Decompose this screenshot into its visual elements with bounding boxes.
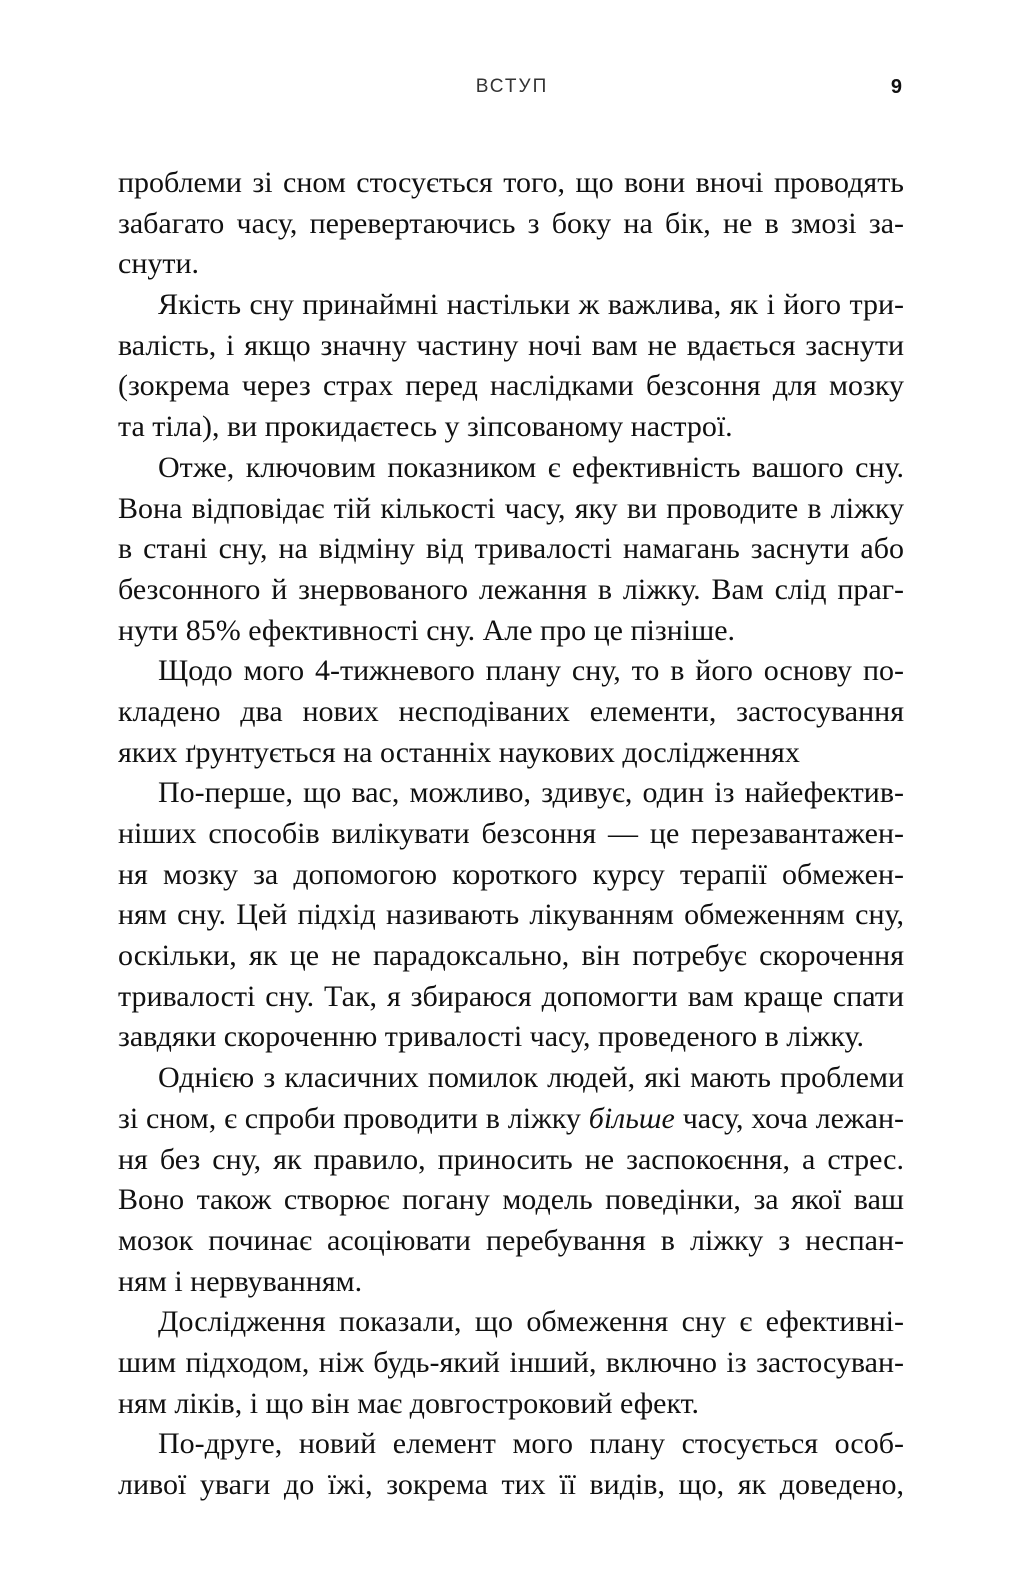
body-text	[118, 163, 904, 1506]
text-line: По-перше, що вас, можливо, здивує, один із найефектив-	[158, 776, 904, 810]
text-line: Вона відповідає тій кількості часу, яку ви проводите в ліжку	[118, 491, 904, 525]
text-line: ням сну. Цей підхід називають лікуванням обмеженням сну,	[118, 898, 904, 932]
text-line: кладено два нових несподіваних елементи, застосування	[118, 694, 904, 728]
text-line: По-друге, новий елемент мого плану стосується особ-	[158, 1427, 904, 1461]
text-line: мозок починає асоціювати перебування в ліжку з неспан-	[118, 1223, 904, 1257]
text-line: ніших способів вилікувати безсоння — це перезавантажен-	[118, 817, 904, 850]
paragraph	[118, 1058, 904, 1302]
text-line: проблеми зі сном стосується того, що вони вночі проводять	[118, 166, 904, 199]
text-line: забагато часу, перевертаючись з боку на бік, не в змозі за-	[118, 206, 904, 240]
paragraph	[118, 163, 904, 285]
text-segment: часу, хоча лежан-	[674, 1101, 905, 1135]
text-line	[118, 1099, 904, 1140]
text-line: завдяки скороченню тривалості часу, проведеного в ліжку.	[118, 1020, 864, 1054]
text-line: в стані сну, на відміну від тривалості намагань заснути або	[118, 532, 904, 566]
text-line: Щодо мого 4-тижневого плану сну, то в його основу по-	[158, 654, 904, 688]
text-line: та тіла), ви прокидаєтесь у зіпсованому настрої.	[118, 410, 733, 444]
text-line: Якість сну принаймні настільки ж важлива, як і його три-	[158, 288, 904, 322]
text-line: ливої уваги до їжі, зокрема тих її видів, що, як доведено,	[118, 1468, 904, 1501]
text-line: ня без сну, як правило, приносить не заспокоєння, а стрес.	[118, 1142, 904, 1176]
paragraph	[118, 448, 904, 651]
text-line: ня мозку за допомогою короткого курсу терапії обмежен-	[118, 857, 904, 891]
text-line: снути.	[118, 247, 200, 281]
text-segment: зі сном, є спроби проводити в ліжку	[118, 1101, 589, 1135]
running-head	[0, 76, 1024, 106]
text-line: ням і нервуванням.	[118, 1264, 363, 1298]
paragraph	[118, 773, 904, 1058]
text-line: яких ґрунтується на останніх наукових дослідженнях	[118, 735, 800, 769]
page-number: 9	[890, 76, 902, 98]
paragraph	[118, 651, 904, 773]
text-line: (зокрема через страх перед наслідками безсоння для мозку	[118, 369, 904, 403]
text-line: шим підходом, ніж будь-який інший, включно із застосуван-	[118, 1345, 904, 1379]
text-line: Отже, ключовим показником є ефективність вашого сну.	[158, 450, 904, 484]
paragraph	[118, 285, 904, 448]
section-title: ВСТУП	[475, 76, 549, 97]
emphasized-word: більше	[588, 1101, 675, 1135]
text-line: валість, і якщо значну частину ночі вам не вдається заснути	[118, 328, 904, 362]
text-line: Однією з класичних помилок людей, які мають проблеми	[158, 1061, 904, 1095]
text-line: тривалості сну. Так, я збираюся допомогти вам краще спати	[118, 979, 904, 1013]
text-line: Дослідження показали, що обмеження сну є ефективні-	[158, 1305, 904, 1339]
text-line: ням ліків, і що він має довгостроковий ефект.	[118, 1386, 700, 1420]
text-line: Воно також створює погану модель поведінки, за якої ваш	[118, 1183, 904, 1217]
text-line: безсонного й знервованого лежання в ліжку. Вам слід праг-	[118, 572, 904, 606]
text-line: оскільки, як це не парадоксально, він потребує скорочення	[118, 939, 904, 973]
paragraph	[118, 1302, 904, 1424]
paragraph	[118, 1424, 904, 1505]
text-line: нути 85% ефективності сну. Але про це пізніше.	[118, 613, 736, 647]
